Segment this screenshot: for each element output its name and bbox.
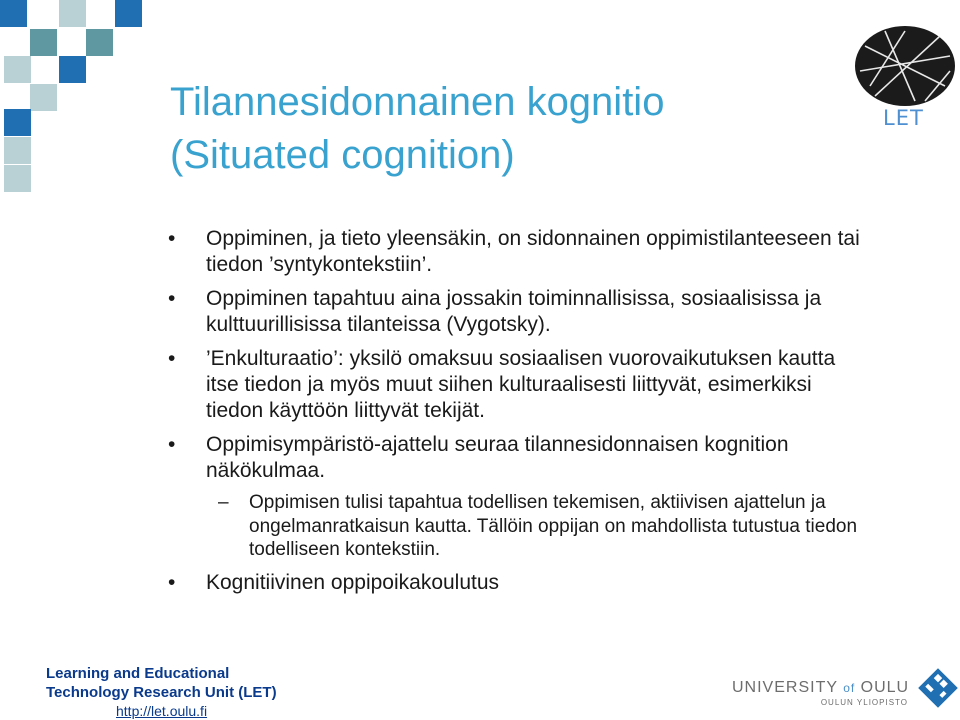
- bullet-item: [168, 226, 868, 278]
- square-tile: [86, 29, 113, 56]
- square-tile: [59, 56, 86, 83]
- bullet-item: [168, 432, 868, 484]
- footer-line-2: Technology Research Unit (LET): [46, 684, 277, 701]
- university-logo: [732, 679, 912, 707]
- square-tile: [59, 0, 86, 27]
- square-tile: [0, 0, 27, 27]
- square-tile: [115, 0, 142, 27]
- university-subname: OULUN YLIOPISTO: [820, 698, 908, 707]
- square-tile: [30, 84, 57, 111]
- let-logo: [855, 26, 955, 136]
- square-tile: [30, 29, 57, 56]
- footer-link[interactable]: http://let.oulu.fi: [116, 703, 208, 719]
- bullet-item: [168, 346, 868, 424]
- bullet-item: [168, 570, 868, 596]
- university-name-b: OULU: [860, 679, 910, 696]
- university-name-of: of: [843, 681, 856, 695]
- let-logo-disc: [855, 26, 955, 106]
- sub-bullet-item: [168, 491, 868, 562]
- footer-line-1: Learning and Educational: [46, 665, 230, 682]
- university-name: [732, 679, 912, 697]
- let-logo-text: LET: [883, 106, 924, 130]
- bullet-mark: •: [168, 287, 176, 310]
- bullet-text: Oppiminen, ja tieto yleensäkin, on sidonnainen oppimistilanteeseen tai tiedon ’syntykontekstiin’.: [206, 227, 860, 276]
- square-tile: [4, 56, 31, 83]
- sub-bullet-mark: –: [218, 492, 229, 513]
- bullet-mark: •: [168, 570, 176, 594]
- bullet-mark: •: [168, 347, 176, 370]
- bullet-item: [168, 286, 868, 338]
- title-line-2: (Situated cognition): [170, 133, 515, 177]
- square-tile: [4, 109, 31, 136]
- bullet-text: Oppimisympäristö-ajattelu seuraa tilannesidonnaisen kognition näkökulmaa.: [206, 433, 789, 482]
- title-line-1: Tilannesidonnainen kognitio: [170, 80, 665, 124]
- slide-title: [170, 76, 810, 182]
- footer: [46, 664, 277, 720]
- bullet-text: Oppiminen tapahtuu aina jossakin toiminnallisissa, sosiaalisissa ja kulttuurillisissa tilanteissa (Vygotsky).: [206, 287, 822, 336]
- university-name-a: UNIVERSITY: [732, 679, 838, 696]
- bullet-text: Kognitiivinen oppipoikakoulutus: [206, 570, 500, 594]
- slide-content: [168, 226, 868, 604]
- bullet-mark: •: [168, 227, 176, 250]
- network-lines-icon: [855, 26, 955, 106]
- square-tile: [4, 137, 31, 164]
- square-tile: [4, 165, 31, 192]
- bullet-mark: •: [168, 433, 176, 456]
- bullet-text: ’Enkulturaatio’: yksilö omaksuu sosiaalisen vuorovaikutuksen kautta itse tiedon ja myös muut siihen kulturaalisesti liittyvät, esimerkiksi tiedon käyttöön liittyvät tekijät.: [206, 347, 836, 422]
- decorative-squares: [0, 0, 150, 195]
- sub-bullet-text: Oppimisen tulisi tapahtua todellisen tekemisen, aktiivisen ajattelun ja ongelmanratkaisun kautta. Tällöin oppijan on mahdollista tutustua tiedon todelliseen kontekstiin.: [249, 492, 858, 560]
- oulu-emblem-icon: [918, 668, 958, 708]
